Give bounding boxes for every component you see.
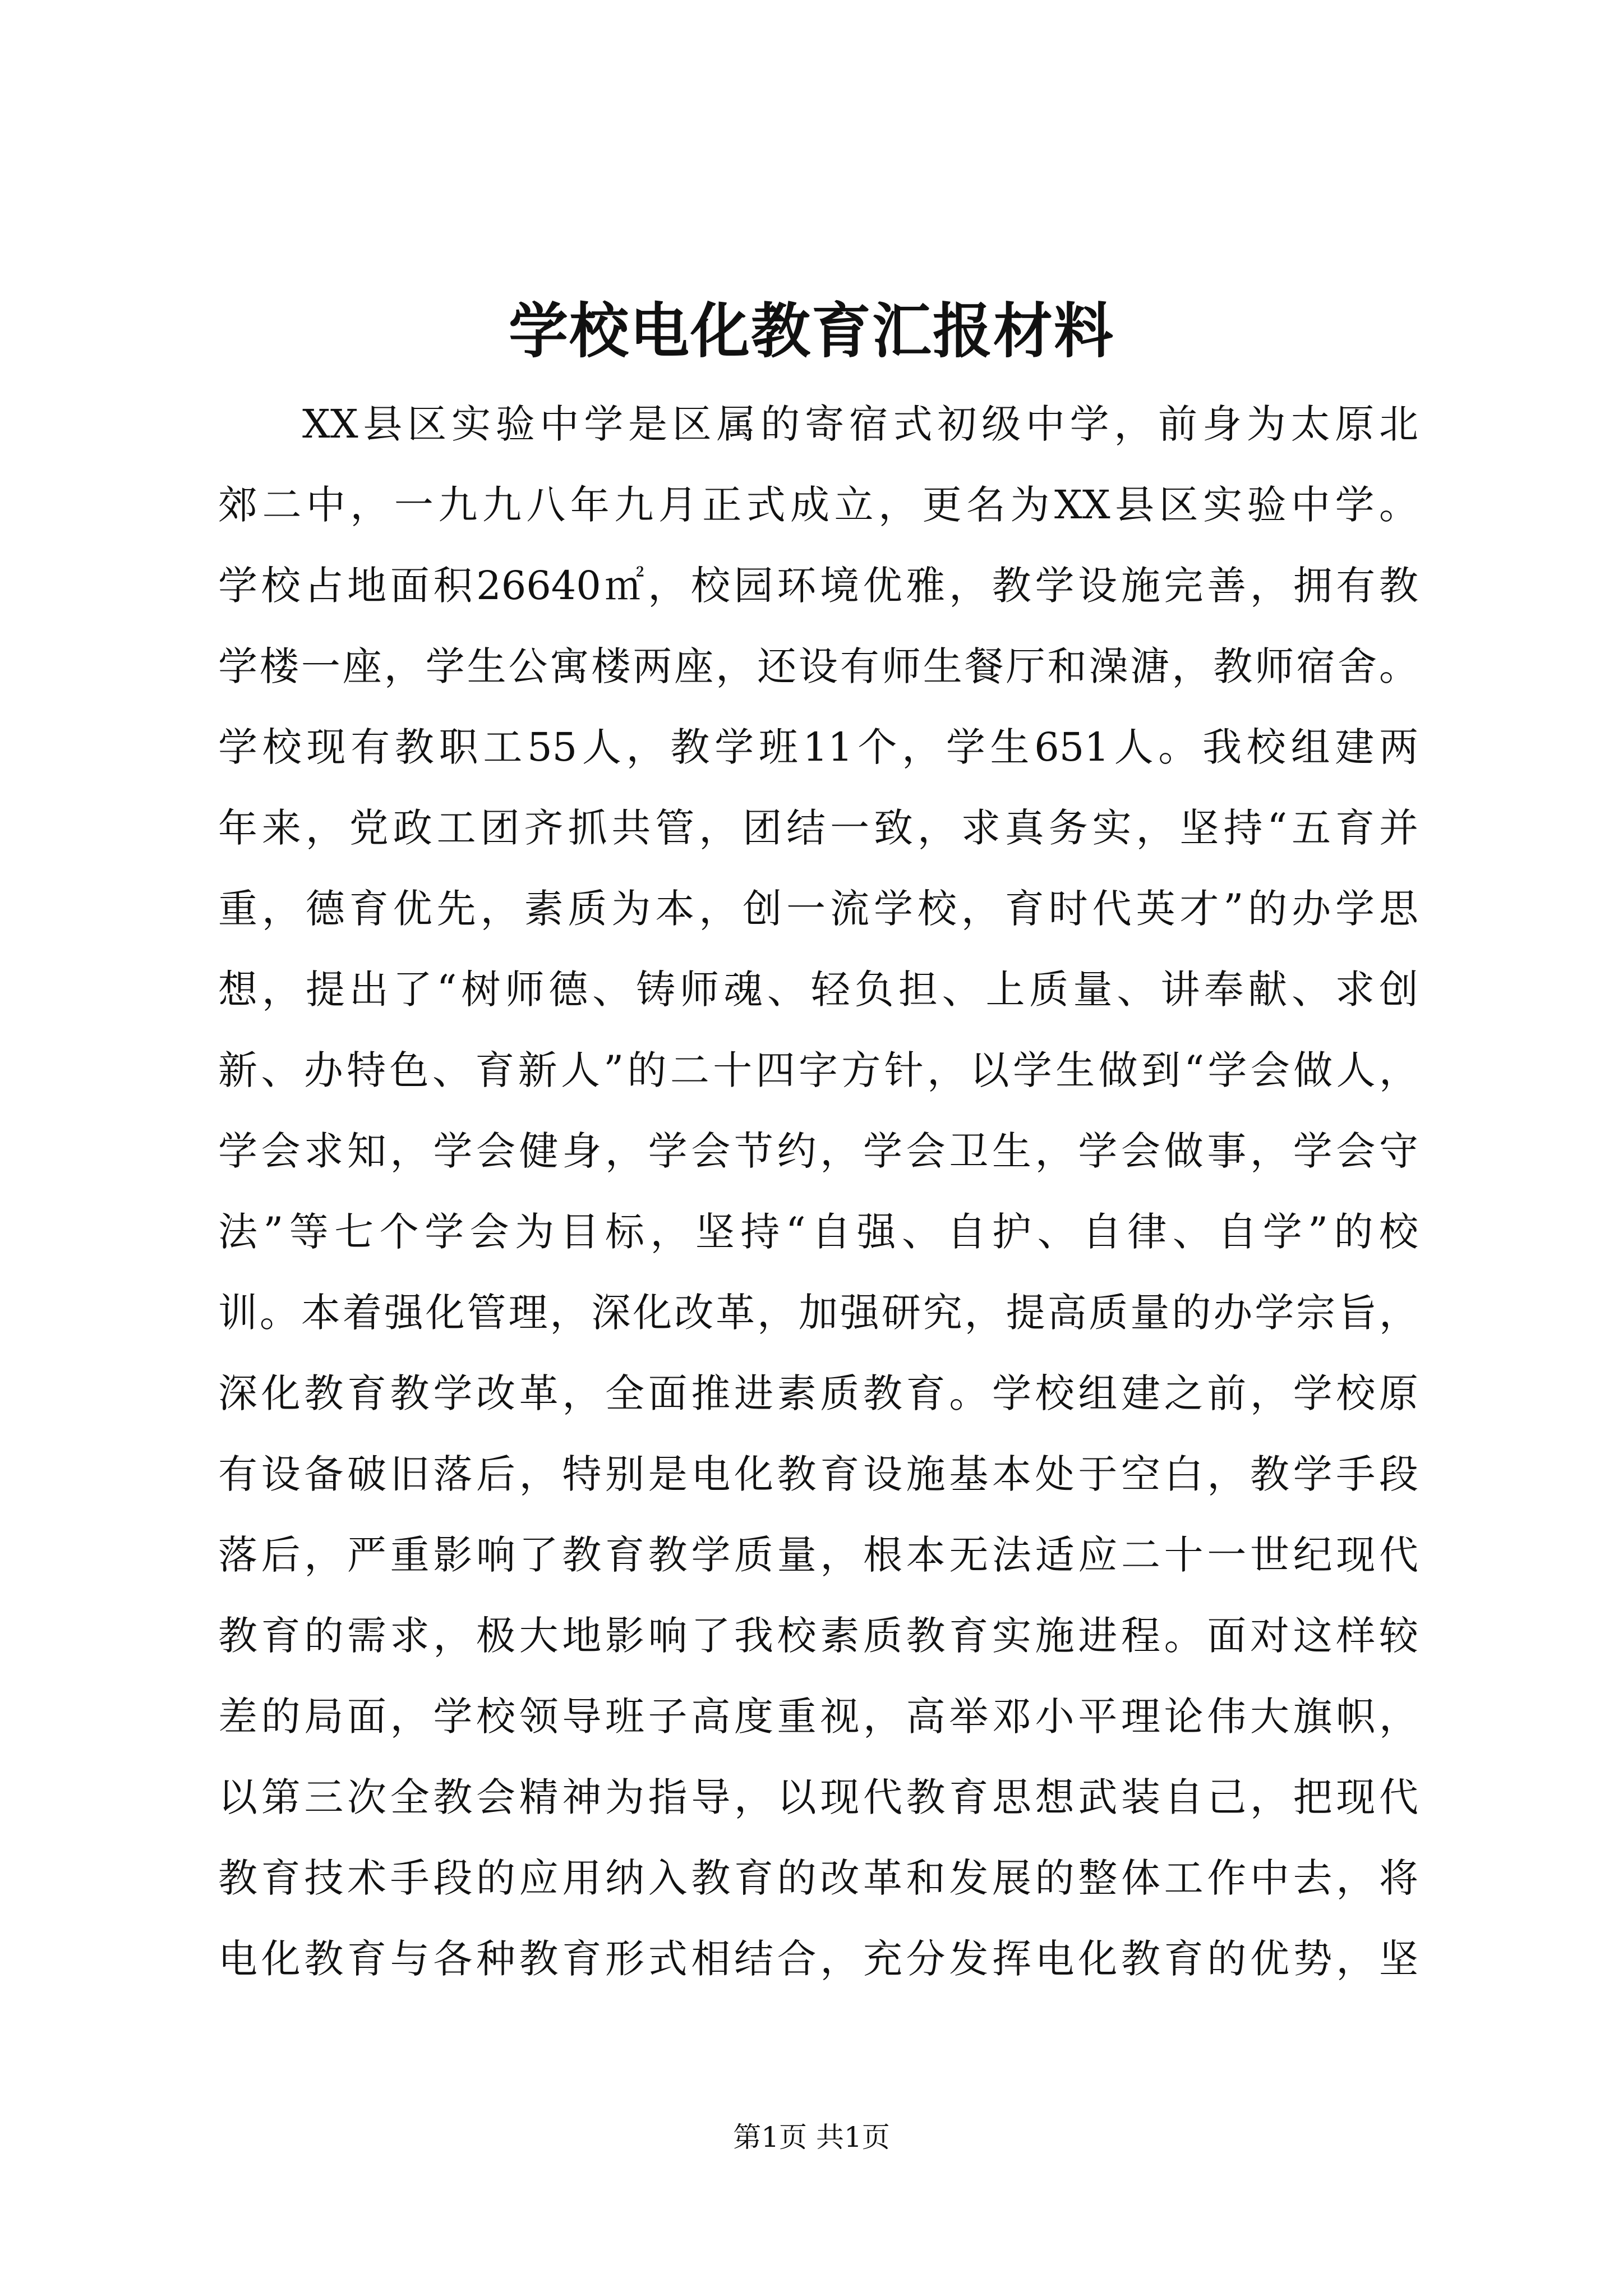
body-line: XX县区实验中学是区属的寄宿式初级中学，前身为太原北 [302,401,1418,447]
body-line: 学会求知，学会健身，学会节约，学会卫生，学会做事，学会守 [218,1128,1418,1174]
body-line: 学校现有教职工55人，教学班11个，学生651人。我校组建两 [218,724,1418,770]
body-line: 学楼一座，学生公寓楼两座，还设有师生餐厅和澡溏，教师宿舍。 [218,643,1418,689]
body-line: 差的局面，学校领导班子高度重视，高举邓小平理论伟大旗帜， [218,1694,1418,1740]
body-line: 有设备破旧落后，特别是电化教育设施基本处于空白，教学手段 [218,1451,1418,1497]
page-number-footer: 第1页 共1页 [733,2121,890,2154]
body-line: 重，德育优先，素质为本，创一流学校，育时代英才”的办学思 [218,886,1418,932]
body-line: 教育的需求，极大地影响了我校素质教育实施进程。面对这样较 [218,1613,1418,1659]
body-line: 新、办特色、育新人”的二十四字方针，以学生做到“学会做人， [218,1047,1418,1093]
body-line: 电化教育与各种教育形式相结合，充分发挥电化教育的优势，坚 [218,1936,1418,1982]
body-line: 训。本着强化管理，深化改革，加强研究，提高质量的办学宗旨， [218,1290,1418,1336]
document-title: 学校电化教育汇报材料 [509,296,1114,366]
body-line: 想，提出了“树师德、铸师魂、轻负担、上质量、讲奉献、求创 [218,967,1418,1013]
body-line: 以第三次全教会精神为指导，以现代教育思想武装自己，把现代 [218,1774,1418,1820]
body-line: 学校占地面积26640㎡，校园环境优雅，教学设施完善，拥有教 [218,563,1418,609]
body-line: 深化教育教学改革，全面推进素质教育。学校组建之前，学校原 [218,1370,1418,1416]
body-line: 教育技术手段的应用纳入教育的改革和发展的整体工作中去，将 [218,1855,1418,1901]
body-line: 法”等七个学会为目标，坚持“自强、自护、自律、自学”的校 [218,1209,1418,1255]
body-line: 年来，党政工团齐抓共管，团结一致，求真务实，坚持“五育并 [218,805,1418,851]
body-line: 郊二中，一九九八年九月正式成立，更名为XX县区实验中学。 [218,482,1418,528]
body-line: 落后，严重影响了教育教学质量，根本无法适应二十一世纪现代 [218,1532,1418,1578]
document-body [218,384,1418,1999]
